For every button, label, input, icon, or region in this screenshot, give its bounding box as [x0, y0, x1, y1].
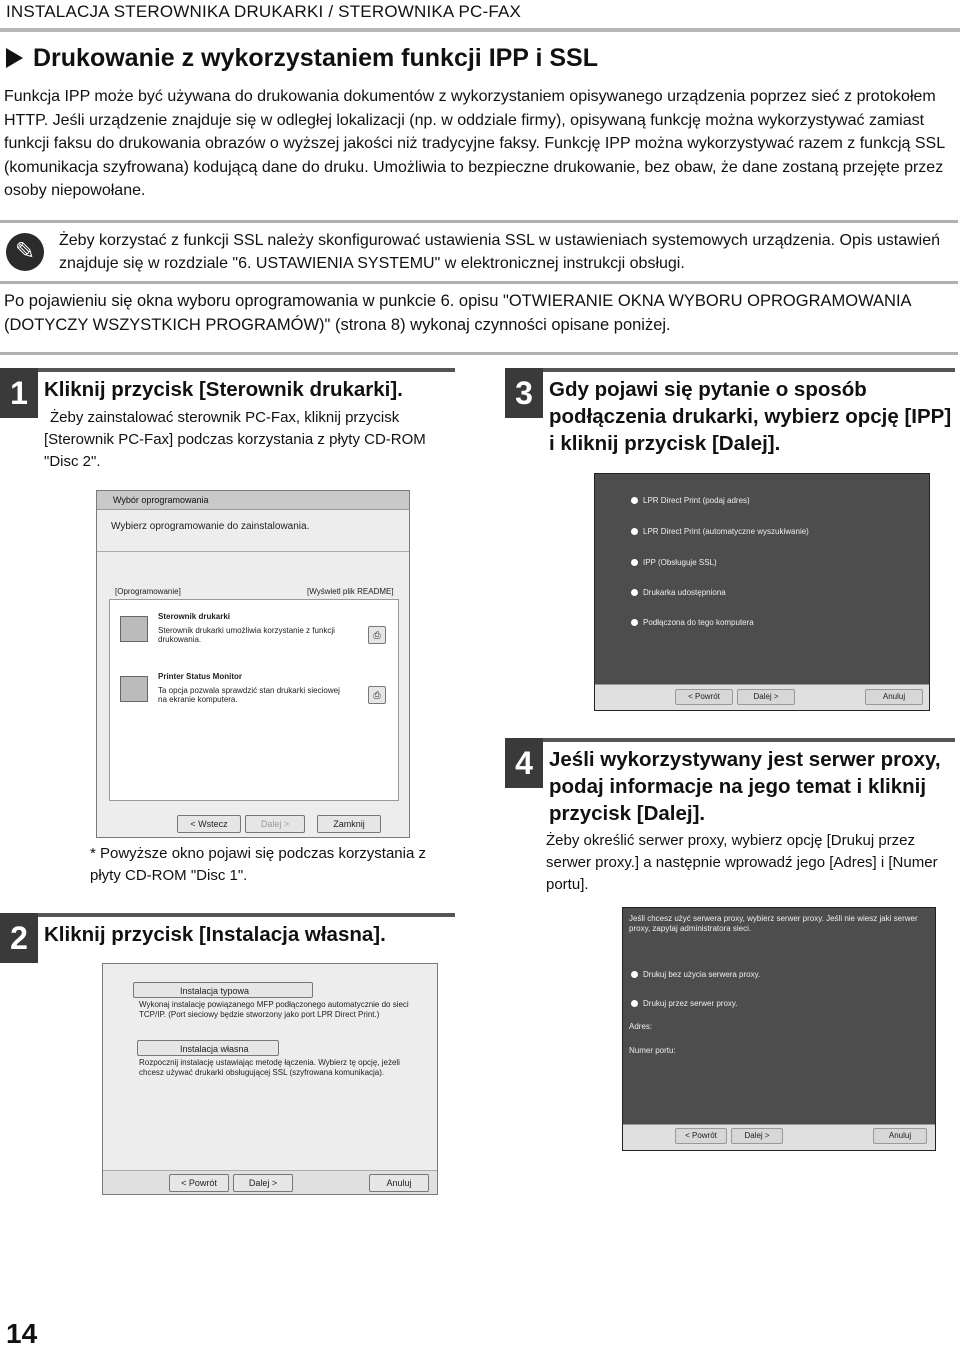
item-desc: Sterownik drukarki umożliwia korzystanie z funkcji drukowania. — [158, 626, 335, 644]
option-no-proxy[interactable]: Drukuj bez użycia serwera proxy. — [631, 970, 760, 979]
section-title-text: Drukowanie z wykorzystaniem funkcji IPP i SSL — [33, 44, 598, 72]
step-title: Kliknij przycisk [Sterownik drukarki]. — [44, 378, 403, 401]
next-button[interactable]: Dalej > — [737, 689, 795, 705]
window-title: Wybór oprogramowania — [97, 491, 409, 510]
next-button[interactable]: Dalej > — [233, 1174, 293, 1192]
radio-icon — [631, 528, 638, 535]
back-button[interactable]: < Wstecz — [177, 815, 241, 833]
monitor-icon — [120, 676, 148, 702]
option-lpr-address[interactable]: LPR Direct Print (podaj adres) — [631, 496, 750, 505]
radio-icon — [631, 559, 638, 566]
close-button[interactable]: Zamknij — [317, 815, 381, 833]
cancel-button[interactable]: Anuluj — [369, 1174, 429, 1192]
footnote-text: * Powyższe okno pojawi się podczas korzystania z płyty CD-ROM "Disc 1". — [90, 845, 426, 884]
custom-desc: Rozpocznij instalację ustawiając metodę łączenia. Wybierz tę opcję, jeżeli chcesz używać drukarki obsługującej SSL (szyfrowana komunikacja). — [139, 1058, 400, 1077]
step-rule — [38, 368, 455, 372]
step-2 — [0, 913, 455, 967]
cancel-button[interactable]: Anuluj — [865, 689, 923, 705]
radio-icon — [631, 1000, 638, 1007]
step-rule — [543, 368, 955, 372]
step-title: Kliknij przycisk [Instalacja własna]. — [44, 923, 386, 946]
printer-icon — [120, 616, 148, 642]
step-number: 2 — [0, 913, 38, 963]
radio-icon — [631, 619, 638, 626]
next-button[interactable]: Dalej > — [245, 815, 305, 833]
page-number: 14 — [6, 1318, 38, 1349]
item-title[interactable]: Printer Status Monitor — [158, 672, 243, 681]
option-local[interactable]: Podłączona do tego komputera — [631, 618, 754, 627]
back-button[interactable]: < Powrót — [169, 1174, 229, 1192]
step-3 — [505, 368, 960, 458]
tab-software[interactable]: [Oprogramowanie] — [115, 587, 181, 596]
install-button[interactable]: ⎙ — [368, 626, 386, 644]
screenshot-connection-method — [594, 473, 930, 711]
step-title: Gdy pojawi się pytanie o sposób podłączenia drukarki, wybierz opcję [IPP] i kliknij przycisk [Dalej]. — [549, 378, 952, 455]
step-number: 1 — [0, 368, 38, 418]
section-title — [6, 44, 598, 73]
step-title: Jeśli wykorzystywany jest serwer proxy, podaj informacje na jego temat i kliknij przycisk [Dalej]. — [549, 748, 941, 825]
step-body: Żeby określić serwer proxy, wybierz opcję [Drukuj przez serwer proxy.] a następnie wprowadź jego [Adres] i [Numer portu]. — [546, 832, 938, 893]
step-rule — [543, 738, 955, 742]
running-header — [0, 0, 960, 32]
running-header-text: INSTALACJA STEROWNIKA DRUKARKI / STEROWNIKA PC-FAX — [6, 2, 522, 21]
divider — [0, 352, 958, 355]
back-button[interactable]: < Powrót — [675, 689, 733, 705]
radio-icon — [631, 497, 638, 504]
tab-readme[interactable]: [Wyświetl plik README] — [307, 587, 394, 596]
screenshot-installation-type — [102, 963, 438, 1195]
screenshot-proxy-settings — [622, 907, 936, 1151]
footnote — [90, 843, 460, 887]
standard-desc: Wykonaj instalację powiązanego MFP podłączonego automatycznie do sieci TCP/IP. (Port sieciowy będzie stworzony jako port LPR Direct Print.) — [139, 1000, 409, 1019]
step-body: Żeby zainstalować sterownik PC-Fax, kliknij przycisk [Sterownik PC-Fax] podczas korzystania z płyty CD-ROM "Disc 2". — [44, 409, 426, 470]
step-number: 3 — [505, 368, 543, 418]
pencil-icon: ✎ — [6, 233, 44, 271]
next-button[interactable]: Dalej > — [731, 1128, 783, 1144]
item-desc: Ta opcja pozwala sprawdzić stan drukarki sieciowej na ekranie komputera. — [158, 686, 340, 704]
radio-icon — [631, 589, 638, 596]
option-shared[interactable]: Drukarka udostępniona — [631, 588, 726, 597]
intro-paragraph: Funkcja IPP może być używana do drukowania dokumentów z wykorzystaniem opisywanego urządzenia poprzez sieć z protokołem HTTP. Jeśli urządzenie znajduje się w odległej lokalizacji (np. w oddziale firmy), opisywaną funkcję można wykorzystywać zamiast funkcji faksu do drukowania obrazów o wyższej jakości niż tradycyjne faksy. Funkcję IPP można wykorzystywać razem z funkcją SSL (komunikacja szyfrowana) kodującą dane do druku. Umożliwia to bezpieczne drukowanie, bez obaw, że dane zostaną przejęte przez osoby niepowołane. — [4, 88, 945, 199]
separator — [97, 551, 409, 552]
install-button[interactable]: ⎙ — [368, 686, 386, 704]
step-4 — [505, 738, 960, 898]
back-button[interactable]: < Powrót — [675, 1128, 727, 1144]
port-label: Numer portu: — [629, 1046, 676, 1055]
custom-install-button[interactable]: Instalacja własna — [137, 1040, 279, 1056]
dialog-heading: Wybierz oprogramowanie do zainstalowania. — [111, 521, 310, 532]
step-1 — [0, 368, 455, 478]
screenshot-software-selection — [96, 490, 410, 838]
cancel-button[interactable]: Anuluj — [873, 1128, 927, 1144]
address-label: Adres: — [629, 1022, 653, 1031]
step-rule — [38, 913, 455, 917]
triangle-bullet-icon — [6, 48, 23, 68]
radio-icon — [631, 971, 638, 978]
proxy-question: Jeśli chcesz użyć serwera proxy, wybierz serwer proxy. Jeśli nie wiesz jaki serwer proxy, zapytaj administratora sieci. — [629, 914, 918, 933]
option-ipp[interactable]: IPP (Obsługuje SSL) — [631, 558, 717, 567]
software-list — [109, 599, 399, 801]
item-title[interactable]: Sterownik drukarki — [158, 612, 231, 621]
instruction-paragraph: Po pojawieniu się okna wyboru oprogramowania w punkcie 6. opisu "OTWIERANIE OKNA WYBORU OPROGRAMOWANIA (DOTYCZY WSZYSTKICH PROGRAMÓW)" (strona 8) wykonaj czynności opisane poniżej. — [4, 292, 911, 334]
step-number: 4 — [505, 738, 543, 788]
note-box — [0, 220, 958, 284]
note-text: Żeby korzystać z funkcji SSL należy skonfigurować ustawienia SSL w ustawieniach systemowych urządzenia. Opis ustawień znajduje się w rozdziale "6. USTAWIENIA SYSTEMU" w elektronicznej instrukcji obsługi. — [59, 232, 940, 272]
standard-install-button[interactable]: Instalacja typowa — [133, 982, 313, 998]
option-lpr-auto[interactable]: LPR Direct Print (automatyczne wyszukiwanie) — [631, 527, 809, 536]
option-use-proxy[interactable]: Drukuj przez serwer proxy. — [631, 999, 738, 1008]
